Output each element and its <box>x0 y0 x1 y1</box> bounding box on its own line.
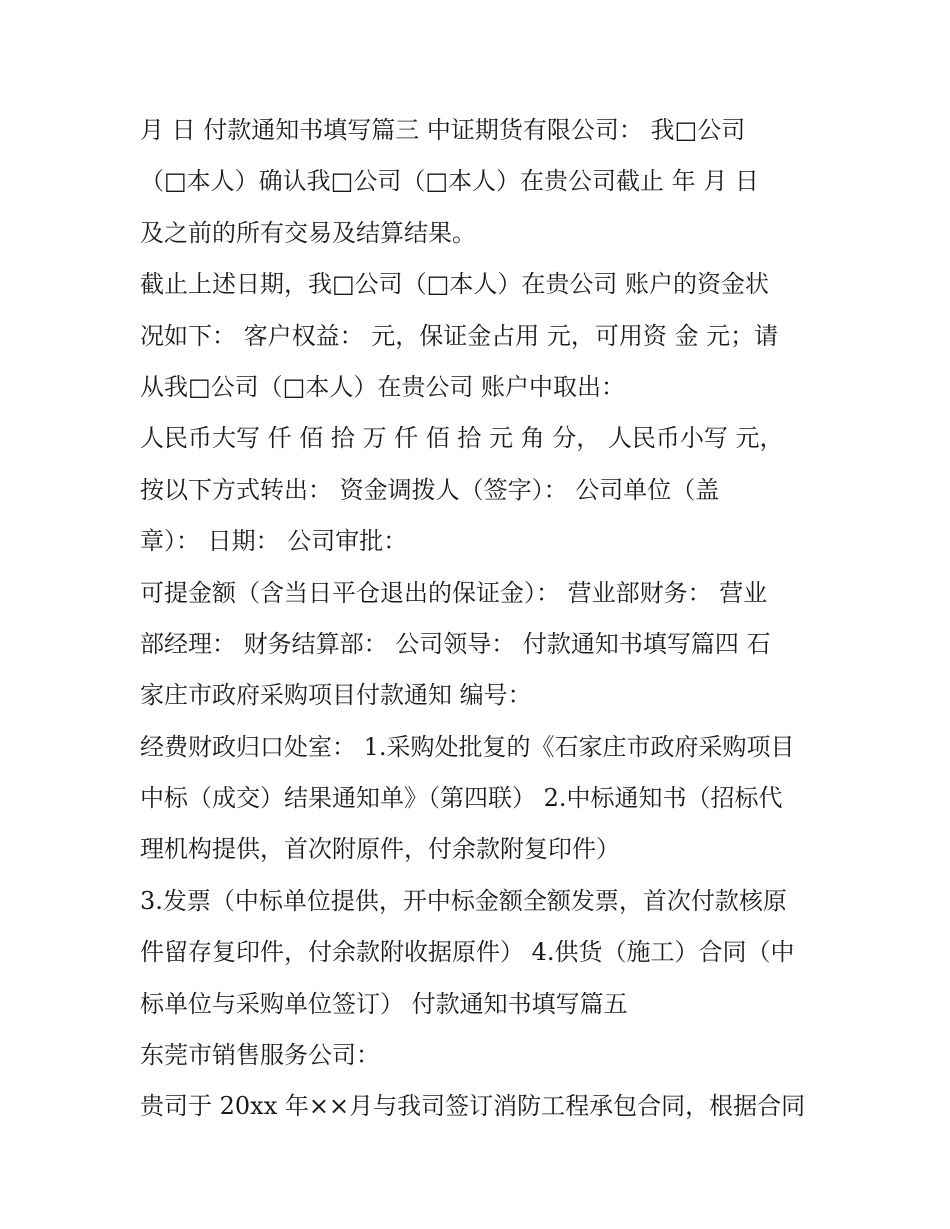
text-line-13: 经费财政归口处室： 1.采购处批复的《石家庄市政府采购项目 <box>140 732 795 761</box>
text-line-16: 3.发票（中标单位提供，开中标金额全额发票，首次付款核原 <box>140 886 787 915</box>
text-line-17: 件留存复印件，付余款附收据原件） 4.供货（施工）合同（中 <box>140 938 795 967</box>
text-line-5: 况如下： 客户权益： 元，保证金占用 元，可用资 金 元；请 <box>140 321 779 350</box>
text-line-12: 家庄市政府采购项目付款通知 编号： <box>140 681 532 710</box>
text-line-19: 东莞市销售服务公司： <box>140 1041 380 1070</box>
text-line-15: 理机构提供，首次附原件，付余款附复印件） <box>140 835 620 864</box>
text-line-9: 章）： 日期： 公司审批： <box>140 527 408 556</box>
text-line-1: 月 日 付款通知书填写篇三 中证期货有限公司： 我□公司 <box>140 116 746 144</box>
text-line-4: 截止上述日期，我□公司（□本人）在贵公司 账户的资金状 <box>140 270 769 299</box>
text-line-20: 贵司于 20xx 年××月与我司签订消防工程承包合同，根据合同 <box>140 1092 806 1121</box>
text-line-7: 人民币大写 仟 佰 拾 万 仟 佰 拾 元 角 分， 人民币小写 元， <box>140 424 784 453</box>
document-body <box>140 107 820 1135</box>
text-line-8: 按以下方式转出： 资金调拨人（签字）： 公司单位（盖 <box>140 475 720 504</box>
text-line-10: 可提金额（含当日平仓退出的保证金）： 营业部财务： 营业 <box>140 578 768 607</box>
text-line-18: 标单位与采购单位签订） 付款通知书填写篇五 <box>140 989 628 1018</box>
text-line-3: 及之前的所有交易及结算结果。 <box>140 218 476 247</box>
text-line-14: 中标（成交）结果通知单》（第四联） 2.中标通知书（招标代 <box>140 784 783 813</box>
text-line-11: 部经理： 财务结算部： 公司领导： 付款通知书填写篇四 石 <box>140 629 771 658</box>
text-line-6: 从我□公司（□本人）在贵公司 账户中取出： <box>140 372 625 401</box>
text-line-2: （□本人）确认我□公司（□本人）在贵公司截止 年 月 日 <box>140 167 759 196</box>
